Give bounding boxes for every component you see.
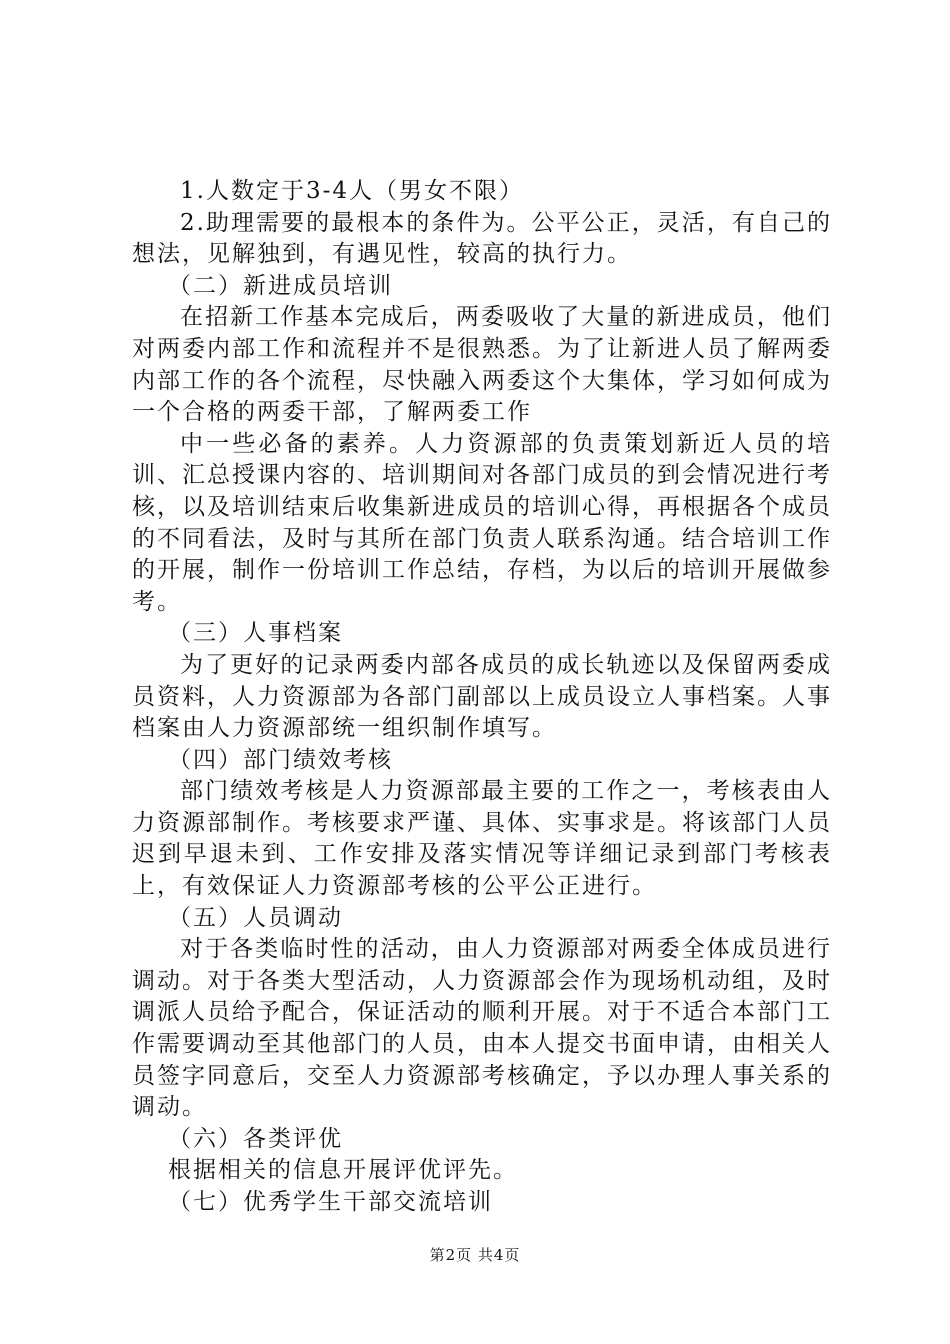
section-heading-cadre-exchange: （七）优秀学生干部交流培训 — [168, 1189, 493, 1215]
section-heading-staff-transfer: （五）人员调动 — [168, 904, 343, 931]
paragraph-personnel-files: 为了更好的记录两委内部各成员的成长轨迹以及保留两委成员资料，人力资源部为各部门副部以上成员设立人事档案。人事档案由人力资源部统一组织制作填写。 — [132, 651, 832, 742]
paragraph-training-details: 中一些必备的素养。人力资源部的负责策划新近人员的培训、汇总授课内容的、培训期间对各部门成员的到会情况进行考核，以及培训结束后收集新进成员的培训心得，再根据各个成员的不同看法，及时与其所在部门负责人联系沟通。结合培训工作的开展，制作一份培训工作总结，存档，为以后的培训开展做参考。 — [132, 430, 832, 615]
paragraph-performance-review: 部门绩效考核是人力资源部最主要的工作之一，考核表由人力资源部制作。考核要求严谨、具体、实事求是。将该部门人员迟到早退未到、工作安排及落实情况等详细记录到部门考核表上，有效保证人力资源部考核的公平公正进行。 — [132, 778, 832, 900]
section-heading-new-member-training: （二）新进成员培训 — [168, 272, 393, 299]
paragraph-training-intro: 在招新工作基本完成后，两委吸收了大量的新进成员，他们对两委内部工作和流程并不是很熟悉。为了让新进人员了解两委内部工作的各个流程，尽快融入两委这个大集体，学习如何成为一个合格的两委干部，了解两委工作 — [132, 304, 832, 426]
section-heading-personnel-files: （三）人事档案 — [168, 620, 343, 647]
paragraph-awards: 根据相关的信息开展评优评先。 — [168, 1157, 518, 1184]
page-number-footer: 第2页 共4页 — [429, 1246, 521, 1264]
document-body — [132, 176, 832, 1219]
paragraph-staff-transfer: 对于各类临时性的活动，由人力资源部对两委全体成员进行调动。对于各类大型活动，人力资源部会作为现场机动组，及时调派人员给予配合，保证活动的顺利开展。对于不适合本部门工作需要调动至其他部门的人员，由本人提交书面申请，由相关人员签字同意后，交至人力资源部考核确定，予以办理人事关系的调动。 — [132, 936, 832, 1121]
section-heading-awards: （六）各类评优 — [168, 1125, 343, 1152]
paragraph-item-1: 1.人数定于3-4人（男女不限） — [180, 178, 524, 204]
paragraph-item-2: 2.助理需要的最根本的条件为。公平公正，灵活，有自己的想法，见解独到，有遇见性，较高的执行力。 — [132, 209, 832, 268]
section-heading-performance-review: （四）部门绩效考核 — [168, 746, 393, 773]
